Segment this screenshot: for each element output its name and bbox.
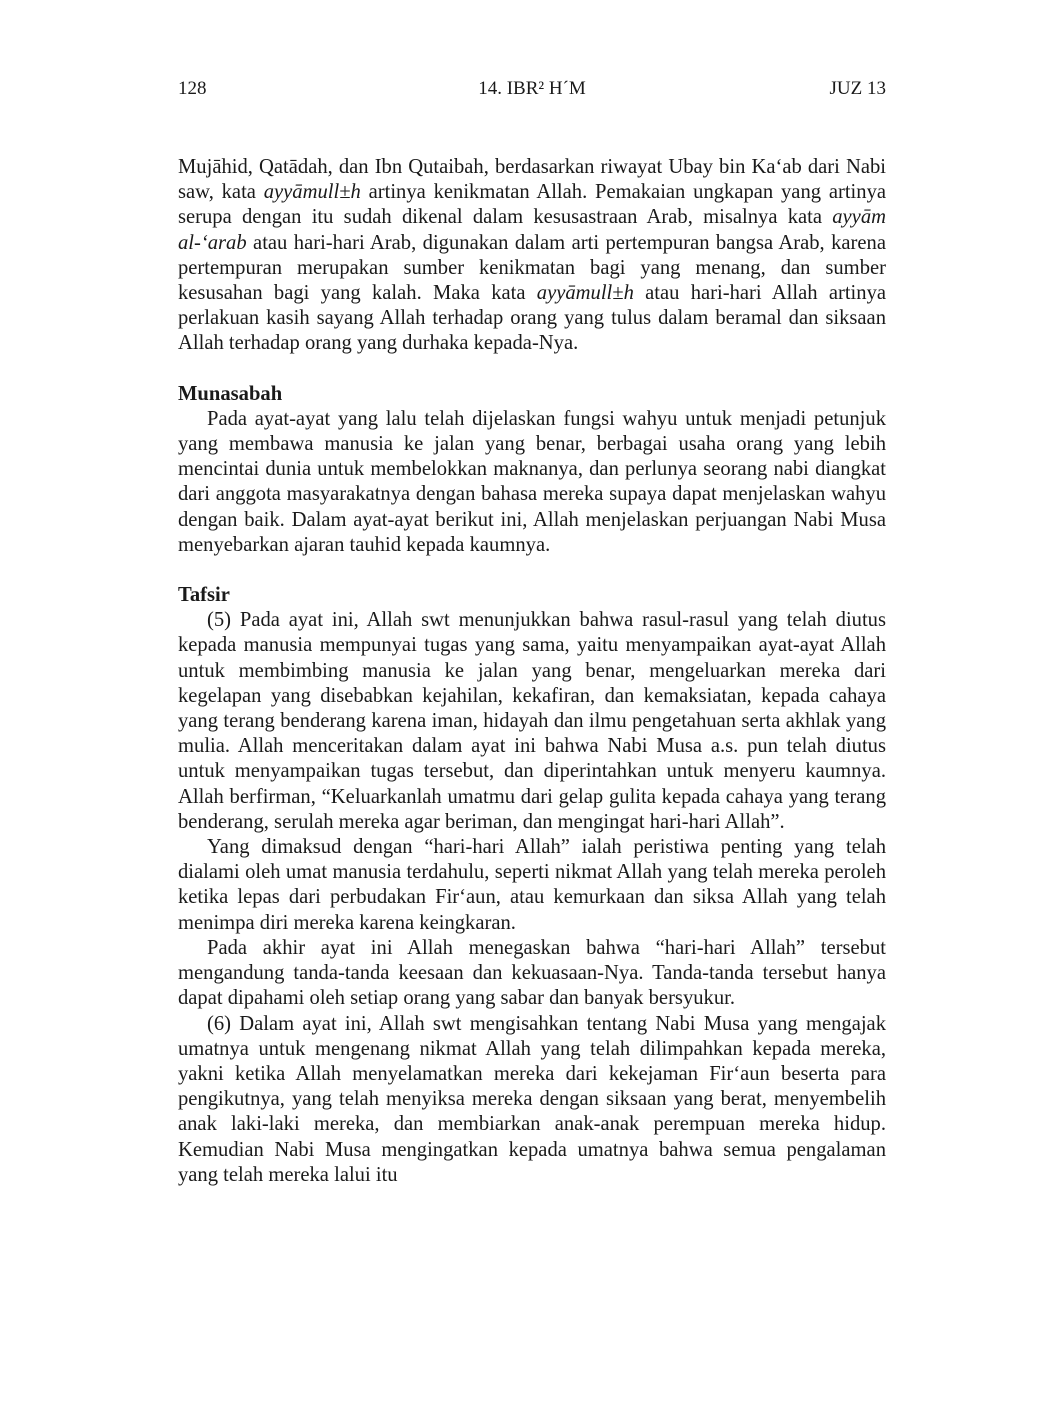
tafsir-paragraph: Yang dimaksud dengan “hari-hari Allah” ialah peristiwa penting yang telah dialami oleh umat manusia terdahulu, seperti nikmat Allah yang telah mereka peroleh ketika lepas dari perbudakan Fir‘aun, atau kemurkaan dan siksa Allah yang telah menimpa diri mereka karena keingkaran. (178, 836, 886, 934)
chapter-title: 14. IBR² H´M (478, 78, 586, 99)
munasabah-heading: Munasabah (178, 382, 283, 405)
tafsir-paragraph: (5) Pada ayat ini, Allah swt menunjukkan bahwa rasul-rasul yang telah diutus kepada manusia mempunyai tugas yang sama, yaitu menyampaikan ayat-ayat Allah untuk membimbing manusia ke jalan yang benar, mengeluarkan mereka dari kegelapan yang disebabkan kejahilan, kekafiran, dan kemaksiatan, kepada cahaya yang terang benderang karena iman, hidayah dan ilmu pengetahuan serta akhlak yang mulia. Allah menceritakan dalam ayat ini bahwa Nabi Musa a.s. pun telah diutus untuk menyampaikan tugas tersebut, dan diperintahkan untuk menyeru kaumnya. Allah berfirman, “Keluarkanlah umatmu dari gelap gulita kepada cahaya yang terang benderang, serulah mereka agar beriman, dan mengingat hari-hari Allah”. (178, 609, 886, 833)
intro-paragraph: Mujāhid, Qatādah, dan Ibn Qutaibah, berdasarkan riwayat Ubay bin Ka‘ab dari Nabi saw, kata ayyāmull±h artinya kenikmatan Allah. Pemakaian ungkapan yang artinya serupa dengan itu sudah dikenal dalam kesusastraan Arab, misalnya kata ayyām al-‘arab atau hari-hari Arab, digunakan dalam arti pertempuran bangsa Arab, karena pertempuran merupakan sumber kenikmatan bagi yang menang, dan sumber kesusahan bagi yang kalah. Maka kata ayyāmull±h atau hari-hari Allah artinya perlakuan kasih sayang Allah terhadap orang yang tulus dalam beramal dan siksaan Allah terhadap orang yang durhaka kepada-Nya. (178, 156, 887, 355)
tafsir-paragraph: (6) Dalam ayat ini, Allah swt mengisahkan tentang Nabi Musa yang mengajak umatnya untuk mengenang nikmat Allah yang telah dilimpahkan kepada mereka, yakni ketika Allah menyelamatkan mereka dari kekejaman Fir‘aun beserta para pengikutnya, yang telah menyiksa mereka dengan siksaan yang berat, menyembelih anak laki-laki mereka, dan membiarkan anak-anak perempuan mereka hidup. Kemudian Nabi Musa mengingatkan kepada umatnya bahwa semua pengalaman yang telah mereka lalui itu (178, 1012, 886, 1186)
term-ayyamullah: ayyāmull±h (263, 181, 361, 204)
term-ayyam-al-arab: ayyām al-‘arab (178, 206, 886, 254)
page-body (178, 155, 886, 1188)
tafsir-heading: Tafsir (178, 584, 230, 607)
tafsir-paragraph: Pada akhir ayat ini Allah menegaskan bahwa “hari-hari Allah” tersebut mengandung tanda-tanda keesaan dan kekuasaan-Nya. Tanda-tanda tersebut hanya dapat dipahami oleh setiap orang yang sabar dan banyak bersyukur. (178, 936, 886, 1010)
running-header (178, 76, 886, 102)
juz-label: JUZ 13 (829, 78, 886, 99)
page-number: 128 (178, 78, 207, 99)
munasabah-paragraph: Pada ayat-ayat yang lalu telah dijelaskan fungsi wahyu untuk menjadi petunjuk yang membawa manusia ke jalan yang benar, berbagai usaha orang yang lebih mencintai dunia untuk membelokkan maknanya, dan perlunya seorang nabi diangkat dari anggota masyarakatnya dengan bahasa mereka supaya dapat menjelaskan wahyu dengan baik. Dalam ayat-ayat berikut ini, Allah menjelaskan perjuangan Nabi Musa menyebarkan ajaran tauhid kepada kaumnya. (178, 407, 886, 556)
term-ayyamullah: ayyāmull±h (536, 282, 634, 305)
